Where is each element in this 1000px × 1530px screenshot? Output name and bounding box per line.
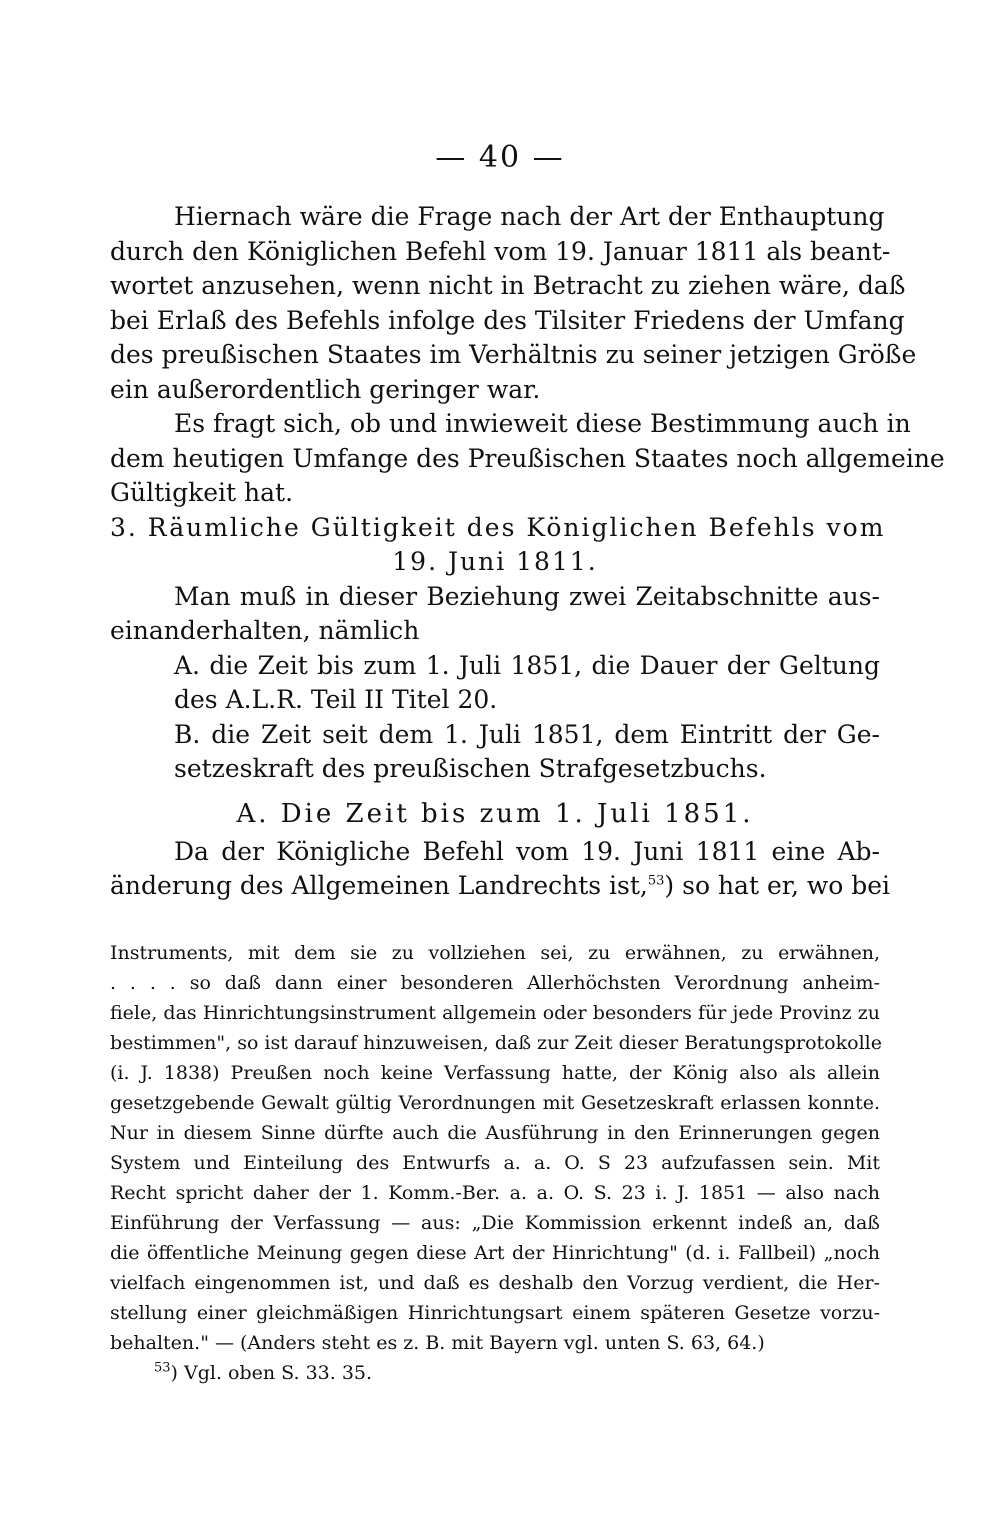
text-line: Hiernach wäre die Frage nach der Art der Enthauptung	[174, 202, 885, 231]
list-item-b-cont: setzeskraft des preußischen Strafgesetzbuchs.	[174, 754, 767, 783]
text-line: einanderhalten, nämlich	[110, 616, 420, 645]
text-line: Gültigkeit hat.	[110, 478, 294, 507]
text-line: Es fragt sich, ob und inwieweit diese Bestimmung auch in	[174, 409, 911, 438]
footnote-line: die öffentliche Meinung gegen diese Art der Hinrichtung" (d. i. Fallbeil) „noch	[110, 1242, 880, 1264]
footnote-53	[110, 1358, 880, 1388]
list-item-b: B. die Zeit seit dem 1. Juli 1851, dem Eintritt der Ge-	[174, 719, 880, 749]
footnote-line: Instruments, mit dem sie zu vollziehen sei, zu erwähnen, zu erwähnen,	[110, 942, 880, 964]
main-text	[110, 200, 945, 904]
footnote-line: gesetzgebende Gewalt gültig Verordnungen mit Gesetzeskraft erlassen konnte.	[110, 1092, 880, 1114]
footnotes	[110, 938, 880, 1388]
footnote-line: Nur in diesem Sinne dürfte auch die Ausführung in den Erinnerungen gegen	[110, 1122, 880, 1144]
footnote-ref[interactable]: 53	[647, 873, 665, 889]
footnote-line: System und Einteilung des Entwurfs a. a. O. S 23 aufzufassen sein. Mit	[110, 1152, 880, 1174]
footnote-line: stellung einer gleichmäßigen Hinrichtungsart einem späteren Gesetze vorzu-	[110, 1302, 880, 1324]
section-heading: 3. Räumliche Gültigkeit des Königlichen Befehls vom	[110, 512, 886, 542]
page-number: — 40 —	[435, 140, 565, 175]
subsection-heading: A. Die Zeit bis zum 1. Juli 1851.	[236, 798, 754, 829]
text-line: ein außerordentlich geringer war.	[110, 374, 541, 404]
text-fragment: ) so hat er, wo bei	[664, 871, 891, 900]
list-item-a: A. die Zeit bis zum 1. Juli 1851, die Dauer der Geltung	[174, 650, 880, 680]
footnote-text: ) Vgl. oben S. 33. 35.	[170, 1362, 373, 1384]
footnote-line: bestimmen", so ist darauf hinzuweisen, daß zur Zeit dieser Beratungsprotokolle	[110, 1032, 882, 1054]
text-line: bei Erlaß des Befehls infolge des Tilsiter Friedens der Umfang	[110, 305, 905, 335]
text-line: wortet anzusehen, wenn nicht in Betracht zu ziehen wäre, daß	[110, 271, 906, 300]
footnote-line: Einführung der Verfassung — aus: „Die Kommission erkennt indeß an, daß	[110, 1212, 880, 1234]
text-fragment: änderung des Allgemeinen Landrechts ist,	[110, 871, 648, 900]
text-line: Man muß in dieser Beziehung zwei Zeitabschnitte aus-	[174, 581, 880, 611]
footnote-line: (i. J. 1838) Preußen noch keine Verfassung hatte, der König also als allein	[110, 1062, 880, 1084]
footnote-line: behalten." — (Anders steht es z. B. mit Bayern vgl. unten S. 63, 64.)	[110, 1332, 765, 1354]
footnote-line: fiele, das Hinrichtungsinstrument allgemein oder besonders für jede Provinz zu	[110, 1002, 880, 1024]
section-heading-cont: 19. Juni 1811.	[392, 547, 598, 576]
text-line: durch den Königlichen Befehl vom 19. Januar 1811 als beant-	[110, 236, 891, 266]
footnote-line: Recht spricht daher der 1. Komm.-Ber. a. a. O. S. 23 i. J. 1851 — also nach	[110, 1182, 880, 1204]
text-line: dem heutigen Umfange des Preußischen Staates noch allgemeine	[110, 443, 945, 473]
text-line: des preußischen Staates im Verhältnis zu seiner jetzigen Größe	[110, 340, 917, 369]
text-line	[110, 869, 891, 904]
text-line: Da der Königliche Befehl vom 19. Juni 1811 eine Ab-	[174, 836, 880, 866]
footnote-number: 53	[154, 1360, 171, 1376]
footnote-line: vielfach eingenommen ist, und daß es deshalb den Vorzug verdient, die Her-	[110, 1272, 880, 1294]
footnote-line: . . . . so daß dann einer besonderen Allerhöchsten Verordnung anheim-	[110, 972, 880, 994]
list-item-a-cont: des A.L.R. Teil II Titel 20.	[174, 685, 498, 714]
